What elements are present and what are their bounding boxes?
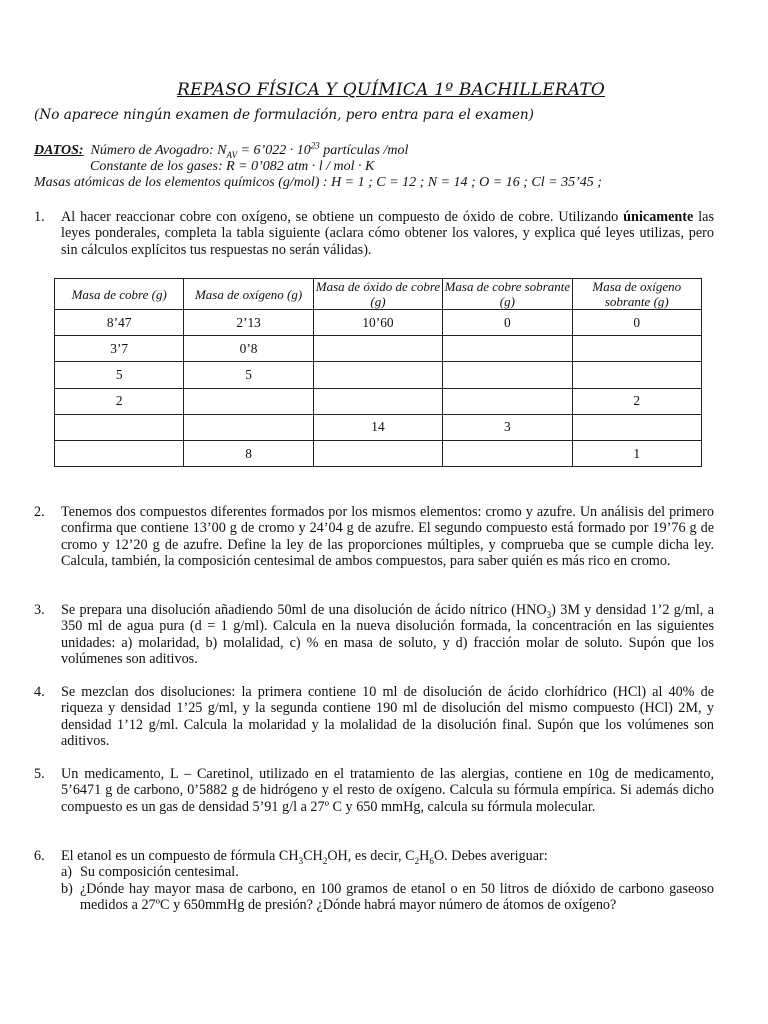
datos-label: DATOS: [34, 143, 84, 158]
avogadro-sub: AV [226, 149, 238, 160]
table-row [55, 414, 702, 440]
table-cell [313, 388, 442, 414]
page-subtitle: (No aparece ningún examen de formulación, pero entra para el examen) [34, 107, 534, 123]
table-cell [443, 336, 572, 362]
column-header: Masa de cobre sobrante (g) [444, 279, 571, 309]
question-4 [34, 684, 714, 749]
table-cell: 2’13 [184, 310, 313, 336]
table-cell [184, 414, 313, 440]
question-text-part: OH, es decir, C [327, 848, 415, 864]
question-text-part: O. Debes averiguar: [433, 848, 548, 864]
column-header: Masa de óxido de cobre (g) [313, 279, 442, 310]
formula-subscript: 2 [322, 855, 328, 866]
table-row [55, 310, 702, 336]
question-number: 6. [34, 848, 45, 864]
question-5 [34, 766, 714, 815]
question-text: Tenemos dos compuestos diferentes formados por los mismos elementos: cromo y azufre. Un análisis del primero confirma que contiene 13’00 g de cromo y 24’04 g de azufre. El segundo compuesto está formado por 19’76 g de cromo y 12’20 g de azufre. Define la ley de las proporciones múltiples, y comprueba que se cumple dicha ley. Calcula, también, la composición centesimal de ambos compuestos, para saber quién es más rico en cromo. [61, 504, 714, 569]
formula-subscript: 2 [414, 855, 420, 866]
question-number: 5. [34, 766, 45, 782]
datos-block [34, 140, 602, 191]
table-row [55, 440, 702, 466]
table-cell: 2 [572, 388, 701, 414]
question-text [61, 602, 714, 667]
question-1 [34, 209, 714, 258]
formula-subscript: 3 [546, 609, 552, 620]
table-row [55, 362, 702, 388]
sub-question-list [61, 864, 714, 913]
question-text [61, 848, 714, 864]
table-cell: 0 [572, 310, 701, 336]
sub-question-text: ¿Dónde hay mayor masa de carbono, en 100 gramos de etanol o en 50 litros de dióxido de carbono gaseoso medidos a 27ºC y 650mmHg de presión? ¿Dónde habrá mayor número de átomos de oxígeno? [80, 880, 714, 913]
avogadro-unit: partículas /mol [319, 143, 409, 158]
datos-line-avogadro [34, 140, 602, 160]
table-cell [55, 414, 184, 440]
datos-line-atomic-masses: Masas atómicas de los elementos químicos (g/mol) : H = 1 ; C = 12 ; N = 14 ; O = 16 ; Cl = 35’45 ; [34, 175, 602, 190]
formula-subscript: 3 [298, 855, 304, 866]
page-title: REPASO FÍSICA Y QUÍMICA 1º BACHILLERATO [176, 80, 606, 100]
avogadro-exponent: 23 [310, 140, 320, 151]
table-row [55, 388, 702, 414]
question-text-part: CH [303, 848, 323, 864]
table-cell: 5 [184, 362, 313, 388]
question-6 [34, 848, 714, 913]
column-header: Masa de oxígeno (g) [184, 279, 313, 310]
table-row [55, 336, 702, 362]
question-text-part: El etanol es un compuesto de fórmula CH [61, 848, 299, 864]
sub-question-label: a) [61, 864, 73, 881]
avogadro-text: Número de Avogadro: N [83, 143, 227, 158]
sub-question [61, 864, 714, 880]
column-header: Masa de oxígeno sobrante (g) [572, 279, 701, 310]
question-text-part: las leyes ponderales, completa la tabla siguiente (aclara cómo obtener los valores, y explica qué leyes utilizas, pero sin cálculos explícitos tus respuestas no serán válidas). [61, 209, 715, 258]
table-cell: 0’8 [184, 336, 313, 362]
question-text-part: Al hacer reaccionar cobre con oxígeno, se obtiene un compuesto de óxido de cobre. Utilizando [61, 209, 624, 225]
table-cell: 2 [55, 388, 184, 414]
question-text-part: Se prepara una disolución añadiendo 50ml de una disolución de ácido nítrico (HNO [61, 602, 547, 618]
table-cell [443, 388, 572, 414]
question-number: 4. [34, 684, 45, 700]
table-cell: 5 [55, 362, 184, 388]
question-number: 2. [34, 504, 45, 520]
avogadro-value: = 6’022 · 10 [237, 143, 311, 158]
table-cell: 8 [184, 440, 313, 466]
table-cell [313, 336, 442, 362]
table-cell: 0 [443, 310, 572, 336]
sub-question-label: b) [61, 880, 73, 897]
table-cell: 10’60 [313, 310, 442, 336]
question-text: Se mezclan dos disoluciones: la primera contiene 10 ml de disolución de ácido clorhídrico (HCl) al 40% de riqueza y densidad 1’25 g/ml, y la segunda contiene 190 ml de disolución del mismo compuesto (HCl) 2M, y densidad 1’12 g/ml. Calcula la molaridad y la molalidad de la disolución final. Supón que los volúmenes son aditivos. [61, 684, 714, 749]
table-cell [184, 388, 313, 414]
emphasis-text: únicamente [623, 209, 694, 225]
question-text: Un medicamento, L – Caretinol, utilizado en el tratamiento de las alergias, contiene en 10g de medicamento, 5’6471 g de carbono, 0’5882 g de hidrógeno y el resto de oxígeno. Calcula su fórmula empírica. Si además dicho compuesto es un gas de densidad 5’91 g/l a 27º C y 650 mmHg, calcula su fórmula molecular. [61, 766, 714, 815]
table-cell [572, 362, 701, 388]
question-number: 3. [34, 602, 45, 618]
question-text-part: H [419, 848, 430, 864]
table-cell [313, 440, 442, 466]
table-cell: 3 [443, 414, 572, 440]
question-number: 1. [34, 209, 45, 225]
table-header-row [55, 279, 702, 310]
table-cell [572, 414, 701, 440]
question-2 [34, 504, 714, 569]
question-text-part: ) 3M y densidad 1’2 g/ml, a 350 ml de agua pura (d = 1 g/ml). Calcula en la nueva disolución formada, la concentración en las siguientes unidades: a) molaridad, b) molalidad, c) % en masa de soluto, y d) fracción molar de soluto. Supón que los volúmenes son aditivos. [61, 602, 714, 667]
formula-subscript: 6 [429, 855, 434, 866]
table-cell [313, 362, 442, 388]
table-cell [443, 362, 572, 388]
table-cell [572, 336, 701, 362]
table-cell: 14 [313, 414, 442, 440]
table-cell [443, 440, 572, 466]
sub-question-text: Su composición centesimal. [80, 864, 239, 881]
table-cell [55, 440, 184, 466]
datos-line-gas-constant: Constante de los gases: R = 0’082 atm · l / mol · K [90, 159, 375, 174]
question-text [61, 209, 714, 258]
mass-table [54, 278, 702, 467]
table-cell: 3’7 [55, 336, 184, 362]
sub-question [61, 881, 714, 914]
table-cell: 1 [572, 440, 701, 466]
table-cell: 8’47 [55, 310, 184, 336]
column-header: Masa de cobre (g) [55, 279, 184, 310]
question-3 [34, 602, 714, 667]
